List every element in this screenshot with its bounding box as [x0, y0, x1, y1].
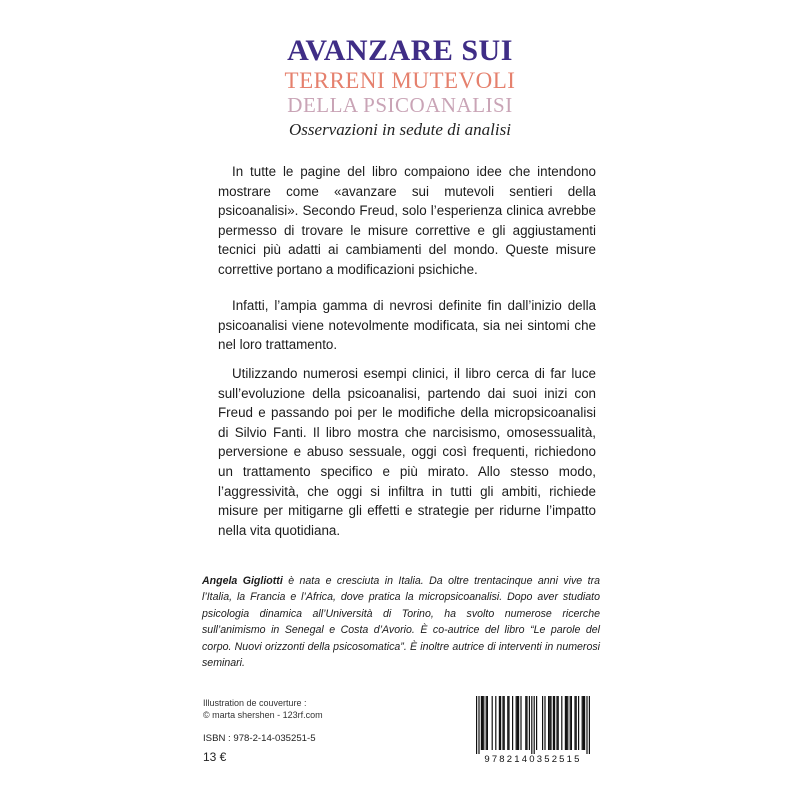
barcode-bar [526, 696, 527, 750]
barcode-bar [570, 696, 571, 750]
barcode-bar [583, 696, 584, 750]
barcode-bar [531, 696, 532, 754]
barcode-bar [558, 696, 559, 750]
barcode-bar [553, 696, 554, 750]
barcode-bar [548, 696, 549, 750]
price: 13 € [203, 750, 227, 764]
cover-credit [203, 697, 323, 721]
barcode-bar [502, 696, 503, 750]
barcode-bar [507, 696, 508, 750]
title-line-2: TERRENI MUTEVOLI [284, 68, 516, 93]
barcode-bar [520, 696, 521, 750]
cover-credit-artist: © marta shershen - 123rf.com [203, 710, 323, 720]
isbn: ISBN : 978-2-14-035251-5 [203, 733, 316, 744]
barcode-bar [584, 696, 585, 750]
barcode-bar [549, 696, 550, 750]
barcode-bar [566, 696, 567, 750]
barcode-digits: 9782140352515 [484, 754, 582, 765]
barcode-bar [517, 696, 518, 750]
barcode-bar [589, 696, 590, 754]
barcode-bar [536, 696, 537, 750]
barcode-bar [483, 696, 484, 750]
author-bio-text: è nata e cresciuta in Italia. Da oltre trentacinque anni vive tra l’Italia, la Francia e l’Africa, dove pratica la micropsicoanalisi. Dopo aver studiato psicologia dinamica all’Università di Torino, ha svolto numerose ricerche sull’animismo in Senegal e Costa d’Avorio. È co-autrice del libro “Le parole del corpo. Nuovi orizzonti della psicosomatica”. È inoltre autrice di interventi in numerosi seminari. [202, 575, 600, 670]
author-bio [202, 573, 600, 671]
barcode-bar [567, 696, 568, 750]
subtitle: Osservazioni in sedute di analisi [289, 120, 511, 139]
barcode-bar [508, 696, 509, 750]
barcode-bar [512, 696, 513, 750]
paragraph-text: In tutte le pagine del libro compaiono idee che intendono mostrare come «avanzare sui mutevoli sentieri della psicoanalisi». Secondo Freud, solo l’esperienza clinica avrebbe permesso di trovare le misure correttive e gli aggiustamenti tecnici più adatti ai cambiamenti del mondo. Queste misure correttive portano a modificazioni psichiche. [218, 164, 596, 277]
synopsis-paragraph-3 [218, 364, 596, 540]
barcode-bar [529, 696, 530, 750]
barcode-bar [525, 696, 526, 750]
author-name: Angela Gigliotti [202, 575, 283, 587]
barcode-bar [495, 696, 496, 750]
barcode-bar [582, 696, 583, 750]
barcode-bar [544, 696, 545, 750]
title-line-1: AVANZARE SUI [287, 34, 513, 67]
barcode-bar [554, 696, 555, 750]
barcode [468, 696, 598, 764]
barcode-bar [504, 696, 505, 750]
barcode-bar [481, 696, 482, 750]
barcode-bar [487, 696, 488, 750]
barcode-bar [586, 696, 587, 754]
barcode-bar [476, 696, 477, 754]
title-line-3: DELLA PSICOANALISI [287, 93, 513, 117]
cover-credit-label: Illustration de couverture : [203, 698, 307, 708]
barcode-bar [550, 696, 551, 750]
barcode-bar [486, 696, 487, 750]
barcode-bar [561, 696, 562, 750]
barcode-bar [571, 696, 572, 750]
synopsis-paragraph-1 [218, 162, 596, 280]
barcode-bar [516, 696, 517, 750]
barcode-bar [578, 696, 579, 750]
paragraph-text: Utilizzando numerosi esempi clinici, il libro cerca di far luce sull’evoluzione della psicoanalisi, partendo dai suoi inizi con Freud e passando poi per le modifiche della micropsicoanalisi di Silvio Fanti. Il libro mostra che narcisismo, omosessualità, perversione e abuso sessuale, oggi così frequenti, richiedono un trattamento specifico e più mirato. Allo stesso modo, l’aggressività, che oggi si infiltra in tutti gli ambiti, richiede misure per mitigarne gli effetti e strategie per ridurne l’impatto nella vita quotidiana. [218, 366, 596, 538]
barcode-bar [518, 696, 519, 750]
barcode-bars [468, 696, 598, 754]
barcode-bar [542, 696, 543, 750]
barcode-bar [478, 696, 479, 754]
barcode-bar [574, 696, 575, 750]
barcode-bar [499, 696, 500, 750]
barcode-bar [556, 696, 557, 750]
paragraph-text: Infatti, l’ampia gamma di nevrosi definite fin dall’inizio della psicoanalisi viene notevolmente modificata, sia nei sintomi che nel loro trattamento. [218, 298, 596, 353]
barcode-bar [482, 696, 483, 750]
barcode-bar [492, 696, 493, 750]
barcode-bar [576, 696, 577, 750]
barcode-bar [534, 696, 535, 754]
barcode-bar [565, 696, 566, 750]
barcode-bar [500, 696, 501, 750]
synopsis-paragraph-2 [218, 296, 596, 355]
